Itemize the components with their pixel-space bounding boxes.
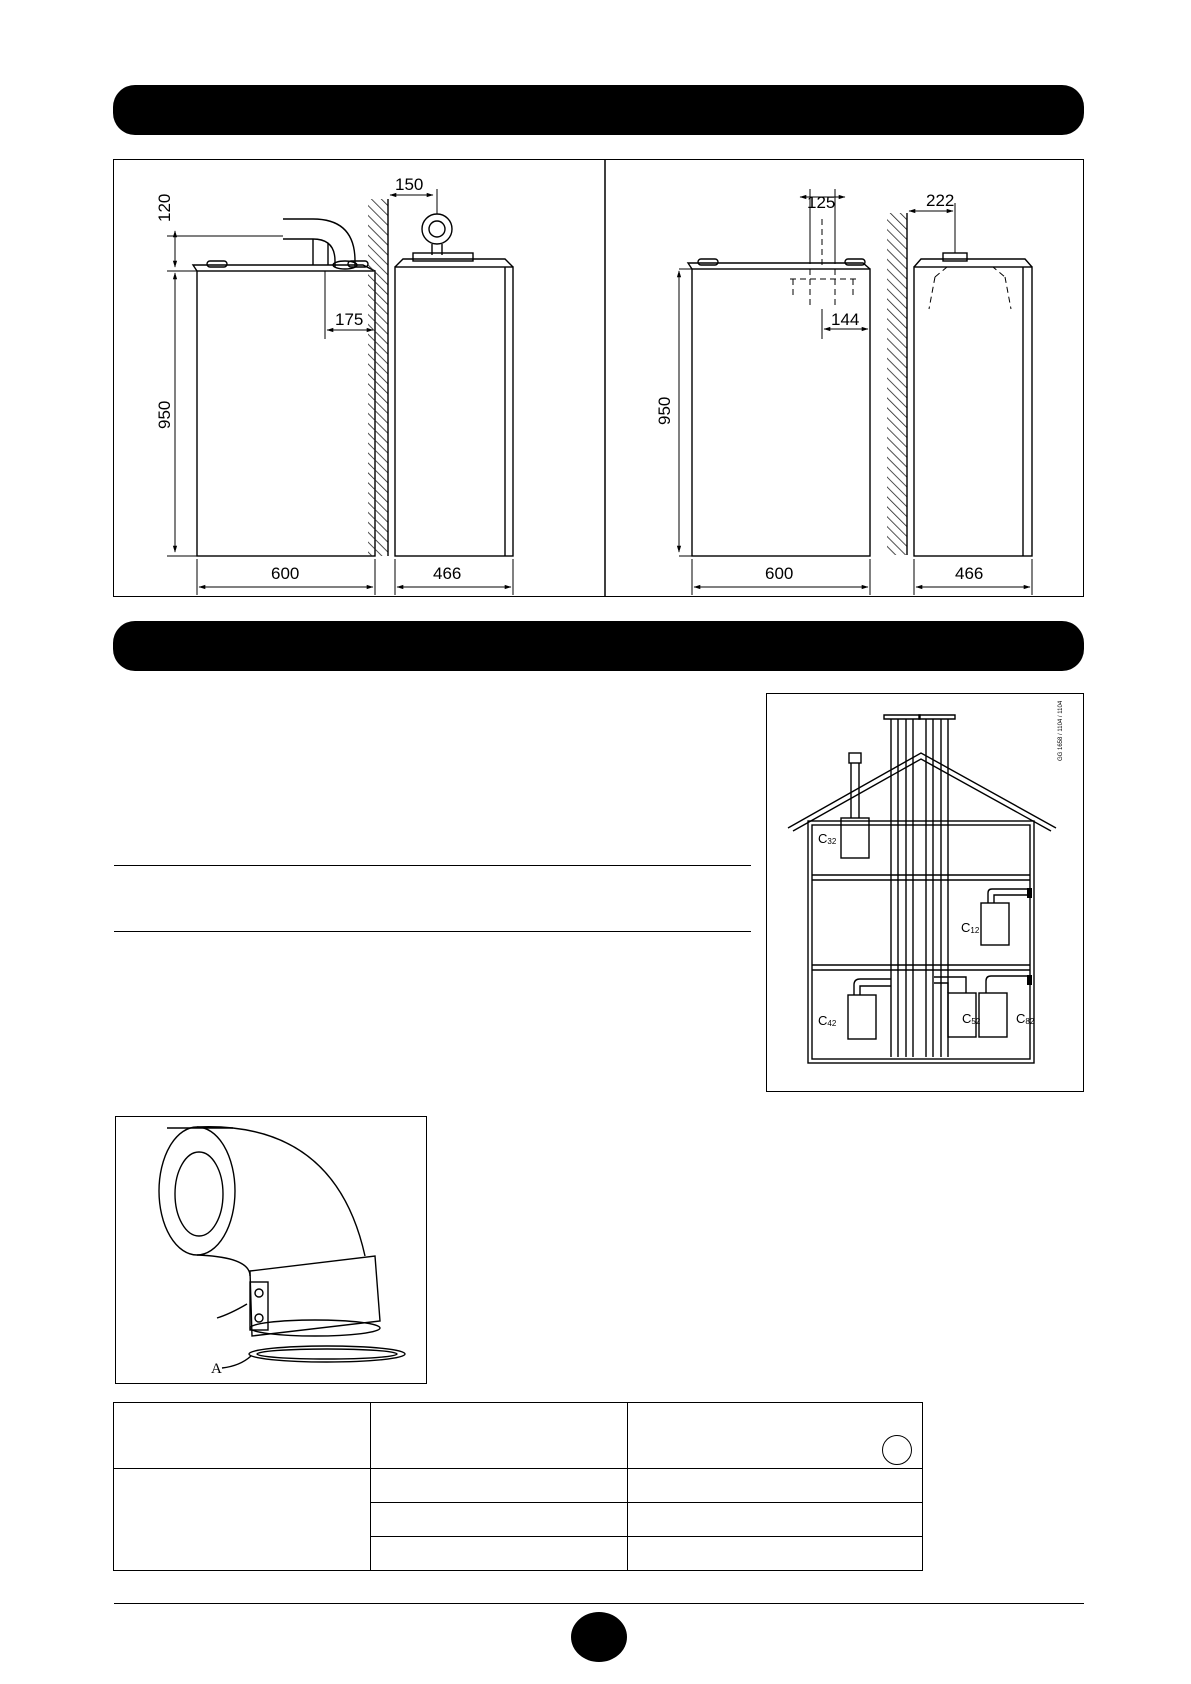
- boiler-front-view-b: [688, 259, 870, 556]
- dim-a-466: 466: [433, 564, 462, 583]
- diagram-code: GG 1658 / 1104 / 1104: [1058, 700, 1064, 761]
- spec-cell: [628, 1469, 923, 1503]
- dim-a-950: 950: [155, 400, 174, 429]
- spec-cell: [371, 1469, 628, 1503]
- dim-b-144: 144: [831, 310, 860, 329]
- dims-panel-b-front: [679, 189, 870, 595]
- dims-panel-a-side: [390, 189, 513, 595]
- dim-b-125: 125: [807, 193, 836, 212]
- label-c42: C42: [818, 1013, 837, 1028]
- label-c52: C52: [962, 1011, 981, 1026]
- dimension-drawings: [113, 159, 1084, 597]
- page-number-badge: [571, 1612, 627, 1662]
- spec-cell: [628, 1503, 923, 1537]
- section-header-bar-1: [113, 85, 1084, 135]
- dim-a-120: 120: [155, 193, 174, 222]
- label-c82: C82: [1016, 1011, 1035, 1026]
- elbow-figure: [115, 1116, 427, 1384]
- dim-b-466: 466: [955, 564, 984, 583]
- dim-a-150: 150: [395, 175, 424, 194]
- dim-a-175: 175: [335, 310, 364, 329]
- spec-cell: [371, 1537, 628, 1571]
- dim-b-600: 600: [765, 564, 794, 583]
- dims-panel-b-side: [909, 203, 1032, 595]
- flue-outline-b-side: [929, 267, 1011, 309]
- label-c12: C12: [961, 920, 980, 935]
- boiler-side-view-a: [395, 214, 513, 556]
- dim-a-600: 600: [271, 564, 300, 583]
- spec-cell: [628, 1537, 923, 1571]
- wall-hatch-a: [368, 199, 388, 556]
- spec-header-cell-3: [628, 1403, 923, 1469]
- spec-header-cell-1: [114, 1403, 371, 1469]
- spec-header-cell-2: [371, 1403, 628, 1469]
- dim-b-222: 222: [926, 191, 955, 210]
- section-header-bar-2: [113, 621, 1084, 671]
- boiler-side-view-b: [914, 253, 1032, 556]
- rule-2: [114, 931, 751, 932]
- dim-b-950: 950: [655, 396, 674, 425]
- boiler-front-view-a: [193, 219, 375, 556]
- spec-table: [113, 1402, 923, 1571]
- label-c32: C32: [818, 831, 837, 846]
- note-circle-icon: [882, 1435, 912, 1465]
- footer-rule: [114, 1603, 1084, 1604]
- spec-row-label-cell: [114, 1469, 371, 1571]
- spec-cell: [371, 1503, 628, 1537]
- dims-panel-a-front: [167, 231, 375, 595]
- installation-diagram: [766, 693, 1084, 1092]
- label-a: A: [211, 1361, 222, 1377]
- rule-1: [114, 865, 751, 866]
- wall-hatch-b: [887, 213, 907, 555]
